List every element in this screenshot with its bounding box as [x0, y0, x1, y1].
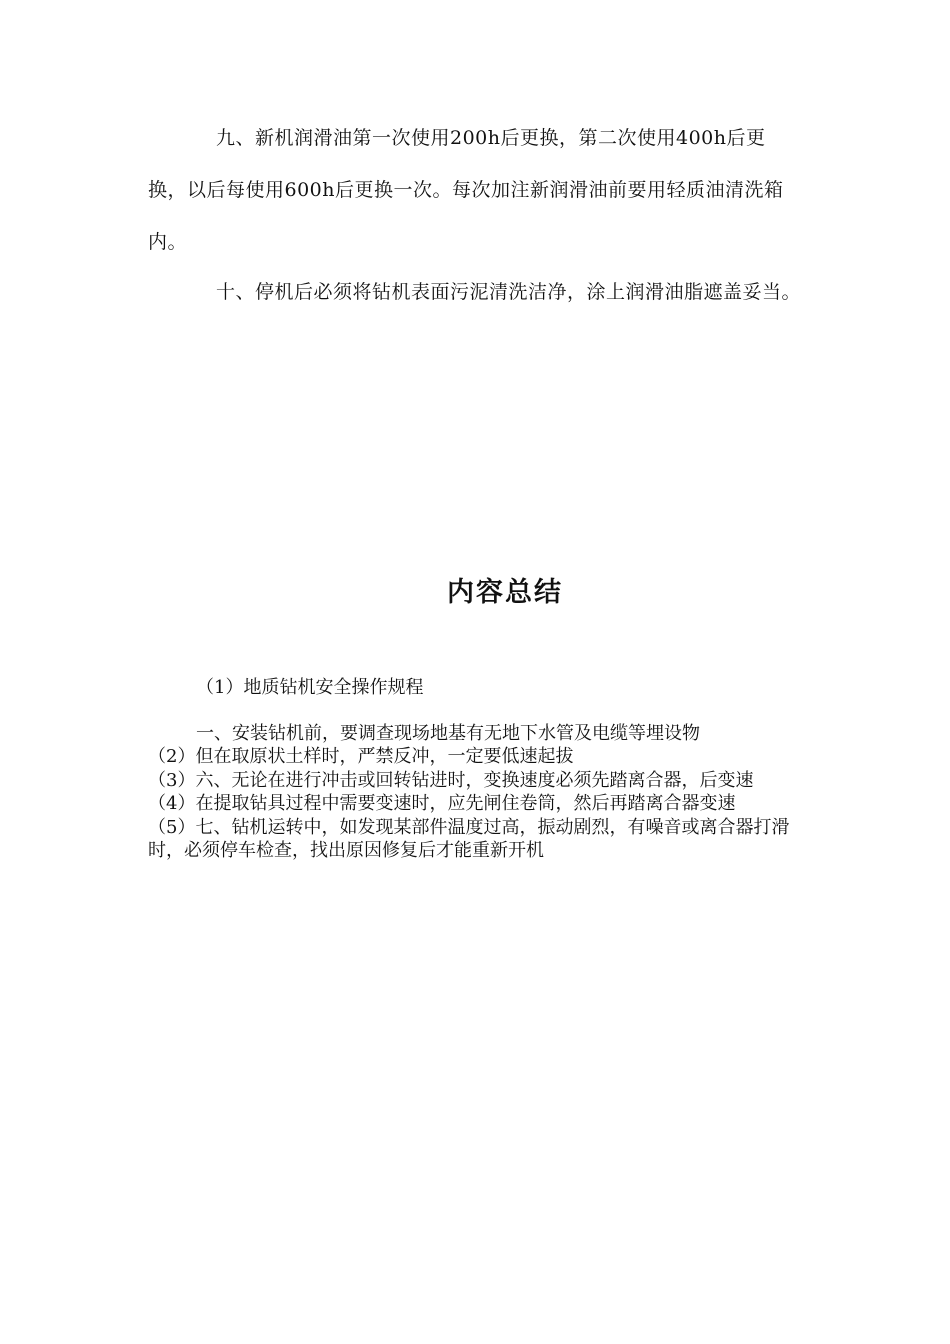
summary-list	[148, 676, 804, 863]
paragraph-nine-text: 九、新机润滑油第一次使用200h后更换，第二次使用400h后更换，以后每使用600h后更换一次。每次加注新润滑油前要用轻质油清洗箱内。	[148, 127, 784, 253]
summary-item-3: （3）六、无论在进行冲击或回转钻进时，变换速度必须先踏离合器，后变速	[148, 769, 754, 791]
paragraph-ten	[148, 266, 804, 318]
summary-item-1: （1）地质钻机安全操作规程	[196, 677, 424, 698]
paragraph-ten-text: 十、停机后必须将钻机表面污泥清洗洁净，涂上润滑油脂遮盖妥当。	[216, 281, 802, 303]
summary-item-4: （4）在提取钻具过程中需要变速时，应先闸住卷筒，然后再踏离合器变速	[148, 793, 736, 814]
summary-item-1-detail: 一、安装钻机前，要调查现场地基有无地下水管及电缆等埋设物	[196, 722, 700, 744]
summary-item-5: （5）七、钻机运转中，如发现某部件温度过高，振动剧烈，有噪音或离合器打滑时，必须停车检查，找出原因修复后才能重新开机	[148, 816, 790, 861]
summary-item-2: （2）但在取原状土样时，严禁反冲，一定要低速起拔	[148, 746, 574, 767]
paragraph-nine	[148, 112, 804, 268]
summary-title: 内容总结	[447, 577, 563, 608]
